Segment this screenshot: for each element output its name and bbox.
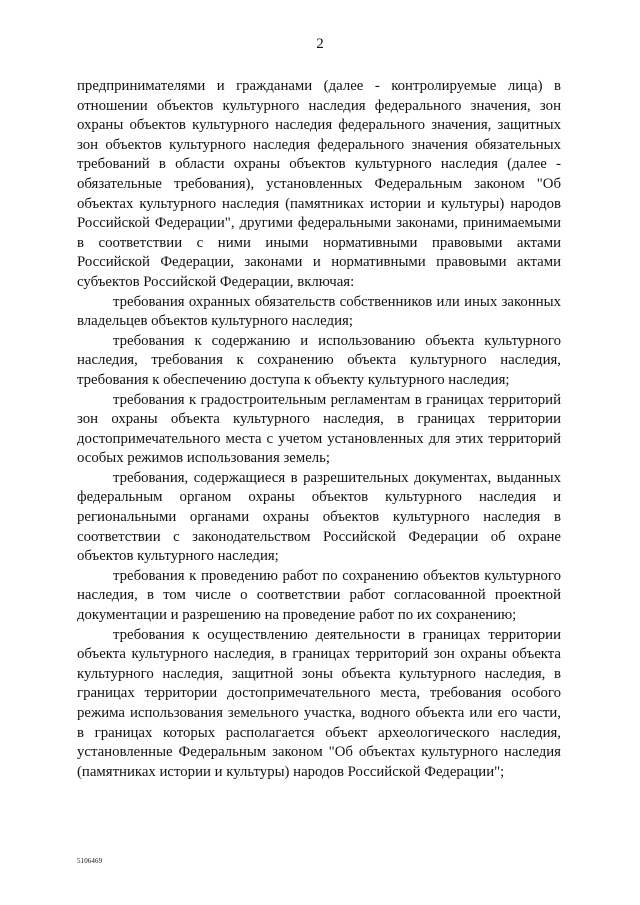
document-code: 5106469	[77, 857, 103, 865]
paragraph-requirement: требования к осуществлению деятельности в границах территории объекта культурного наследия, в границах территорий зон охраны объекта культурного наследия, защитной зоны объекта культурного наследия, в границах территории достопримечательного места, требования особого режима использования земельного участка, водного объекта или его части, в границах которых располагается объект археологического наследия, установленные Федеральным законом "Об объектах культурного наследия (памятниках истории и культуры) народов Российской Федерации";	[77, 626, 561, 780]
paragraph-requirement: требования к проведению работ по сохранению объектов культурного наследия, в том числе о соответствии работ согласованной проектной документации и разрешению на проведение работ по их сохранению;	[77, 567, 561, 624]
paragraph-requirement: требования, содержащиеся в разрешительных документах, выданных федеральным органом охраны объектов культурного наследия и региональными органами охраны объектов культурного наследия в соответствии с законодательством Российской Федерации об охране объектов культурного наследия;	[77, 469, 561, 565]
paragraph-intro: предпринимателями и гражданами (далее - контролируемые лица) в отношении объектов культурного наследия федерального значения, зон охраны объектов культурного наследия федерального значения, защитных зон объектов культурного наследия федерального значения обязательных требований в области охраны объектов культурного наследия (далее - обязательные требования), установленных Федеральным законом "Об объектах культурного наследия (памятниках истории и культуры) народов Российской Федерации", другими федеральными законами, принимаемыми в соответствии с ними иными нормативными правовыми актами Российской Федерации, законами и нормативными правовыми актами субъектов Российской Федерации, включая:	[77, 78, 561, 290]
document-body	[77, 77, 561, 782]
paragraph-requirement: требования охранных обязательств собственников или иных законных владельцев объектов культурного наследия;	[77, 293, 561, 330]
page-number: 2	[316, 36, 324, 52]
paragraph-requirement: требования к градостроительным регламентам в границах территорий зон охраны объекта культурного наследия, в границах территории достопримечательного места с учетом установленных для этих территорий особых режимов использования земель;	[77, 391, 561, 467]
paragraph-requirement: требования к содержанию и использованию объекта культурного наследия, требования к сохранению объекта культурного наследия, требования к обеспечению доступа к объекту культурного наследия;	[77, 332, 561, 388]
